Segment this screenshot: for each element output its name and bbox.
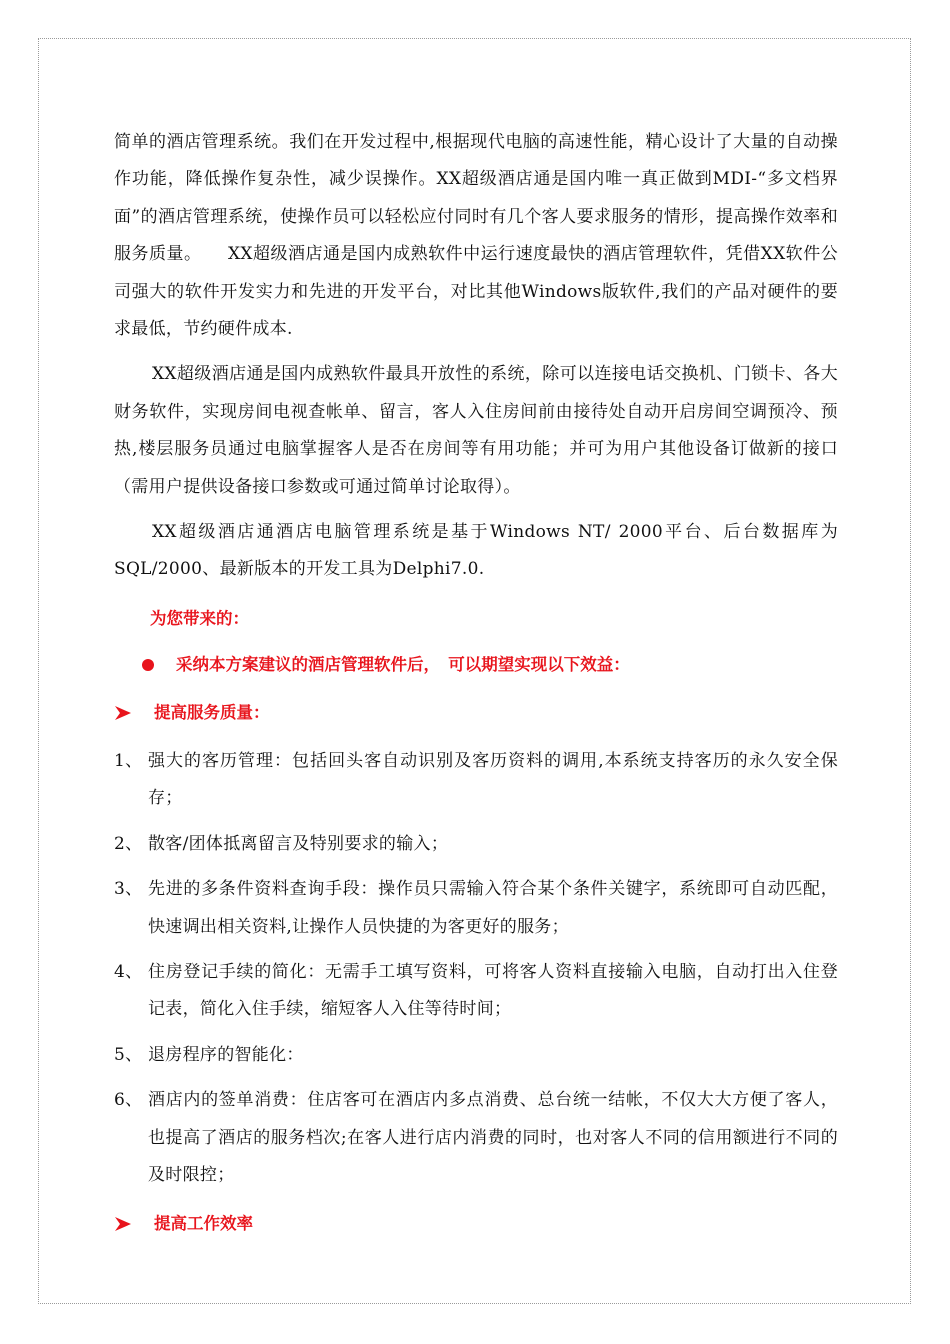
section-heading-service-quality bbox=[114, 695, 838, 731]
list-item bbox=[114, 1082, 838, 1194]
list-item-text: 酒店内的签单消费：住店客可在酒店内多点消费、总台统一结帐，不仅大大方便了客人，也提高了酒店的服务档次;在客人进行店内消费的同时，也对客人不同的信用额进行不同的及时限控； bbox=[148, 1090, 838, 1185]
list-item-text: 退房程序的智能化： bbox=[148, 1044, 304, 1065]
list-item-text: 先进的多条件资料查询手段：操作员只需输入符合某个条件关键字，系统即可自动匹配，快速调出相关资料,让操作人员快捷的为客更好的服务； bbox=[148, 879, 838, 937]
benefits-bullet bbox=[142, 647, 838, 683]
list-item-number: 6、 bbox=[114, 1090, 143, 1111]
section-heading-text: 提高服务质量： bbox=[154, 702, 270, 722]
bullet-dot-icon bbox=[142, 659, 154, 671]
arrowhead-right-icon bbox=[114, 1216, 132, 1232]
list-item bbox=[114, 1037, 838, 1074]
list-item bbox=[114, 954, 838, 1029]
list-item-number: 1、 bbox=[114, 750, 143, 771]
list-item-number: 4、 bbox=[114, 961, 143, 982]
benefits-subtitle: 为您带来的： bbox=[150, 608, 249, 628]
list-item bbox=[114, 826, 838, 863]
intro-paragraph: 简单的酒店管理系统。我们在开发过程中,根据现代电脑的高速性能，精心设计了大量的自动操作功能，降低操作复杂性，减少误操作。XX超级酒店通是国内唯一真正做到MDI-“多文档界面”的酒店管理系统，使操作员可以轻松应付同时有几个客人要求服务的情形，提高操作效率和服务质量。 XX超级酒店通是国内成熟软件中运行速度最快的酒店管理软件，凭借XX软件公司强大的软件开发实力和先进的开发平台，对比其他Windows版软件,我们的产品对硬件的要求最低，节约硬件成本. bbox=[114, 132, 838, 340]
document-body bbox=[114, 124, 838, 1254]
section-heading-text: 提高工作效率 bbox=[154, 1214, 253, 1234]
service-quality-list bbox=[114, 743, 838, 1194]
list-item bbox=[114, 871, 838, 946]
openness-paragraph: XX超级酒店通是国内成熟软件最具开放性的系统，除可以连接电话交换机、门锁卡、各大财务软件，实现房间电视查帐单、留言，客人入住房间前由接待处自动开启房间空调预冷、预热,楼层服务员通过电脑掌握客人是否在房间等有用功能；并可为用户其他设备订做新的接口（需用户提供设备接口参数或可通过简单讨论取得）。 bbox=[114, 364, 838, 497]
arrowhead-right-icon bbox=[114, 705, 132, 721]
list-item-text: 住房登记手续的简化：无需手工填写资料，可将客人资料直接输入电脑，自动打出入住登记表，简化入住手续，缩短客人入住等待时间； bbox=[148, 961, 838, 1020]
list-item-number: 3、 bbox=[114, 879, 143, 900]
list-item-number: 2、 bbox=[114, 833, 143, 854]
list-item-text: 强大的客历管理：包括回头客自动识别及客历资料的调用,本系统支持客历的永久安全保存； bbox=[148, 750, 838, 809]
benefits-bullet-text: 采纳本方案建议的酒店管理软件后， 可以期望实现以下效益： bbox=[176, 654, 630, 674]
section-heading-work-efficiency bbox=[114, 1206, 838, 1242]
platform-paragraph: XX超级酒店通酒店电脑管理系统是基于Windows NT/ 2000平台、后台数据库为SQL/2000、最新版本的开发工具为Delphi7.0. bbox=[114, 522, 838, 580]
list-item bbox=[114, 743, 838, 818]
list-item-text: 散客/团体抵离留言及特别要求的输入； bbox=[148, 833, 449, 854]
list-item-number: 5、 bbox=[114, 1044, 143, 1065]
